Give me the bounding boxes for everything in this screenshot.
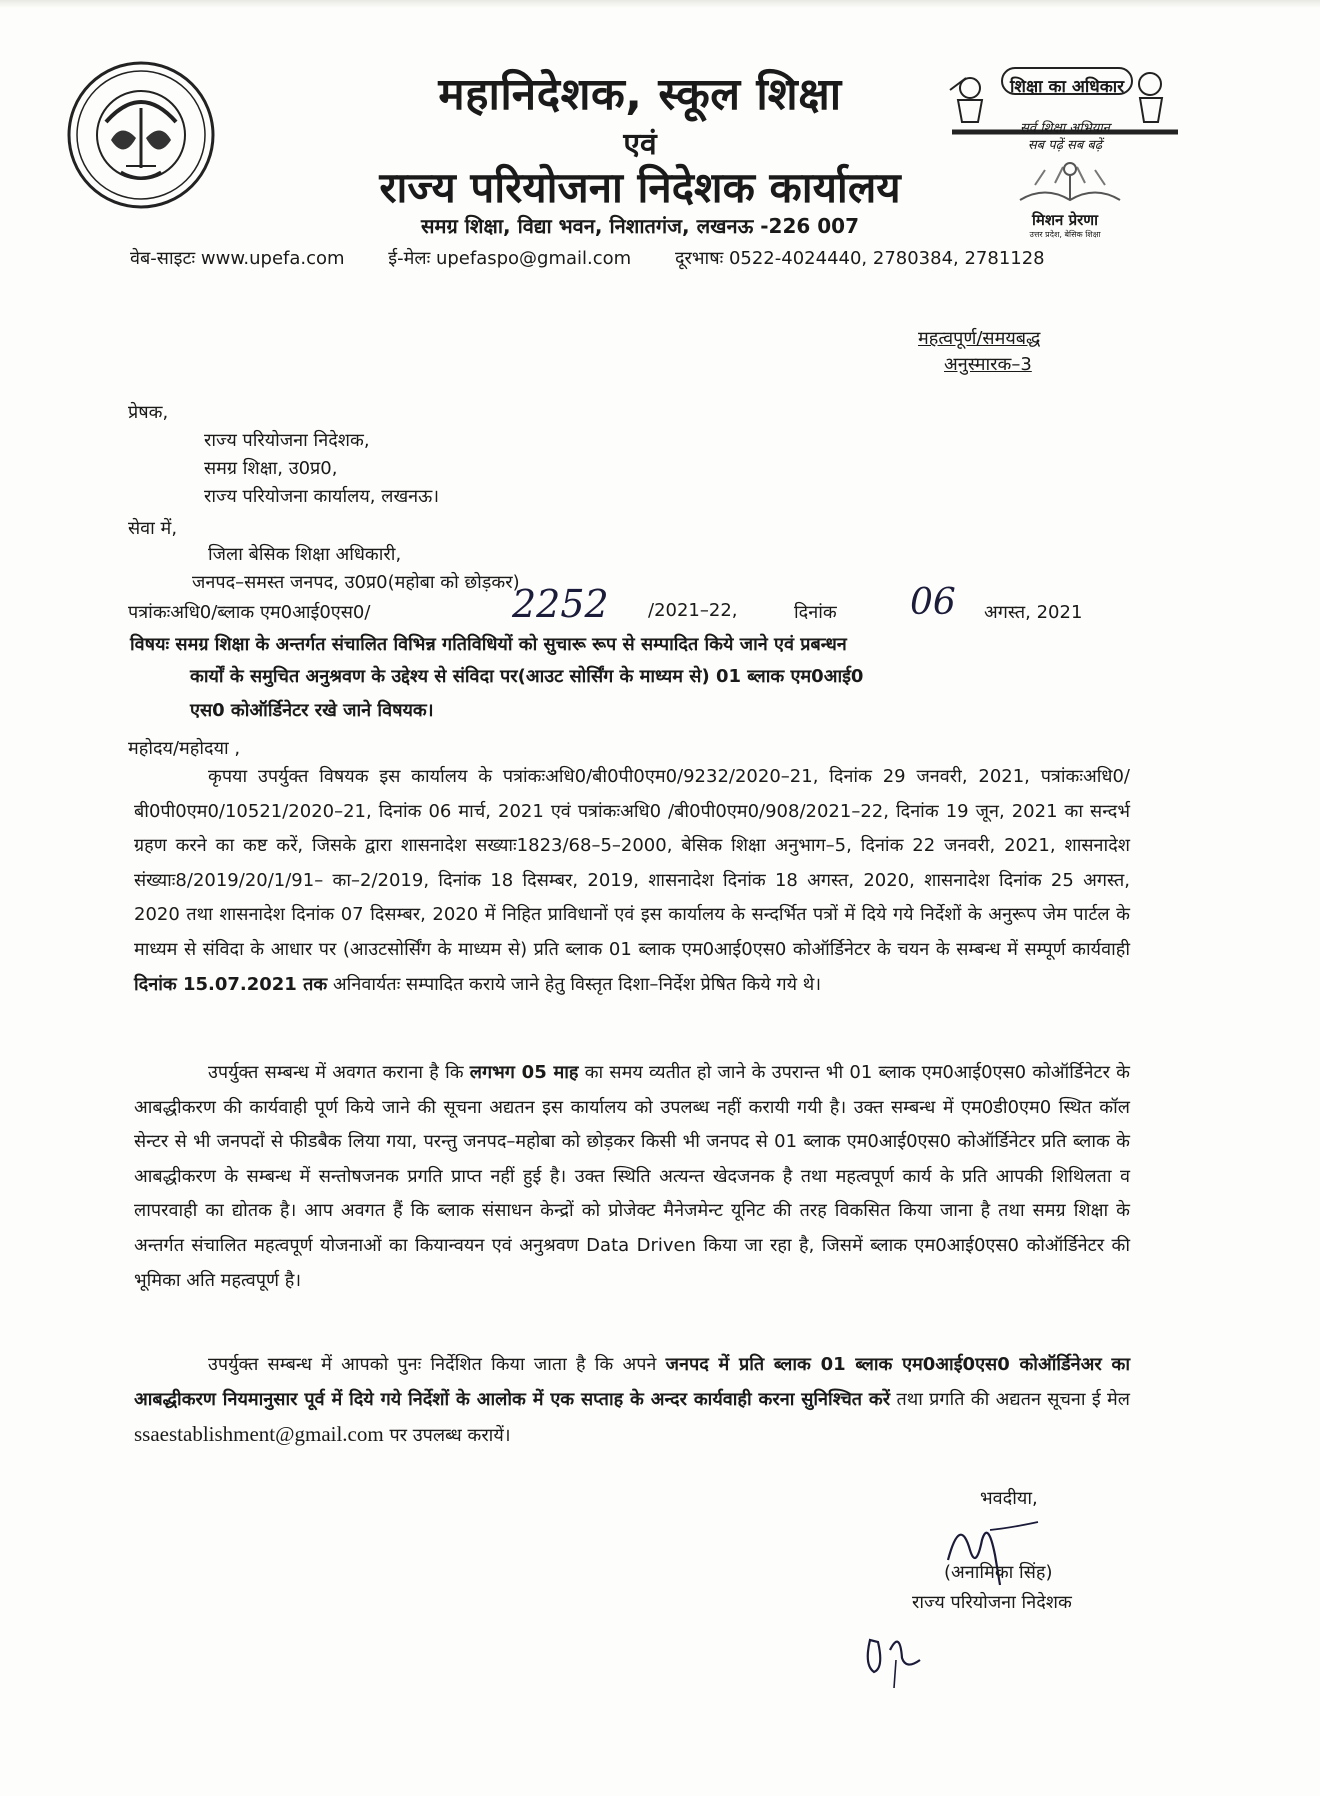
mission-prerna-logo-icon (1015, 155, 1125, 210)
recipient-line1: जिला बेसिक शिक्षा अधिकारी, (208, 544, 402, 565)
ssa-tagline: सब पढ़ें सब बढ़ें (1027, 138, 1103, 153)
p3-directive: जनपद में प्रति ब्लाक 01 ब्लाक एम0आई0एस0 कोऑर्डिनेअर का आबद्धीकरण नियमानुसार पूर्व में दिये गये निर्देशों के आलोक में एक सप्ताह के अन्दर कार्यवाही करना सुनिश्चित करें (134, 1354, 1130, 1410)
ssa-label: सर्व शिक्षा अभियान (1020, 121, 1110, 136)
p2-text-end: का समय व्यतीत हो जाने के उपरान्त भी 01 ब्लाक एम0आई0एस0 कोऑर्डिनेटर के आबद्धीकरण की कार्यवाही पूर्ण किये जाने की सूचना अद्यतन इस कार्यालय को उपलब्ध नहीं करायी गयी है। उक्त सम्बन्ध में एम0डी0एम0 स्थित कॉल सेन्टर से भी जनपदों से फीडबैक लिया गया, परन्तु जनपद–महोबा को छोड़कर किसी भी जनपद से 01 ब्लाक एम0आई0एस0 कोऑर्डिनेटर प्रति ब्लाक के आबद्धीकरण के सम्बन्ध में सन्तोषजनक प्रगति प्राप्त नहीं हुई है। उक्त स्थिति अत्यन्त खेदजनक है तथा महत्वपूर्ण कार्य के प्रति आपकी शिथिलता व लापरवाही का द्योतक है। आप अवगत हैं कि ब्लाक संसाधन केन्द्रों को प्रोजेक्ट मैनेजमेन्ट यूनिट की तरह विकसित किया जाना है तथा समग्र शिक्षा के अन्तर्गत संचालित महत्वपूर्ण योजनाओं का कियान्वयन एवं अनुश्रवण Data Driven किया जा रहा है, जिसमें ब्लाक एम0आई0एस0 कोऑर्डिनेटर की भूमिका अति महत्वपूर्ण है। (134, 1062, 1130, 1291)
sender-line2: समग्र शिक्षा, उ0प्र0, (204, 458, 338, 479)
office-title-line2: एवं (623, 127, 657, 162)
salutation: महोदय/महोदया , (128, 738, 241, 759)
rte-label: शिक्षा का अधिकार (1010, 77, 1125, 97)
subject-line1: विषयः समग्र शिक्षा के अन्तर्गत संचालित विभिन्न गतिविधियों को सुचारू रूप से सम्पादित किये जाने एवं प्रबन्धन (130, 634, 847, 655)
body-paragraph-3 (134, 1348, 1130, 1454)
initials-icon (860, 1610, 940, 1690)
signatory-name: (अनामिका सिंह) (944, 1562, 1053, 1583)
p3-text-end: पर उपलब्ध करायें। (389, 1425, 511, 1447)
subject-line3: एस0 कोऑर्डिनेटर रखे जाने विषयक। (190, 700, 434, 721)
email: ई-मेलः upefaspo@gmail.com (388, 248, 632, 269)
sender-line1: राज्य परियोजना निदेशक, (204, 430, 370, 451)
reference-year: /2021–22, (648, 600, 738, 621)
reference-number: 2252 (512, 582, 609, 626)
mission-prerna-label: मिशन प्रेरणा (1031, 211, 1098, 229)
mission-prerna-sublabel: उत्तर प्रदेश, बेसिक शिक्षा (1029, 230, 1101, 239)
reference-date-label: दिनांक (794, 602, 837, 623)
subject-line2: कार्यों के समुचित अनुश्रवण के उद्देश्य से संविदा पर(आउट सोर्सिंग के माध्यम से) 01 ब्लाक एम0आई0 (190, 666, 864, 687)
p3-text: उपर्युक्त सम्बन्ध में आपको पुनः निर्देशित किया जाता है कि अपने (208, 1354, 657, 1375)
up-government-emblem-icon (66, 60, 216, 210)
sender-label: प्रेषक, (128, 402, 169, 423)
p1-text: कृपया उपर्युक्त विषयक इस कार्यालय के पत्रांकःअधि0/बी0पी0एम0/9232/2020–21, दिनांक 29 जनवरी, 2021, पत्रांकःअधि0/बी0पी0एम0/10521/2020–21, दिनांक 06 मार्च, 2021 एवं पत्रांकःअधि0 /बी0पी0एम0/908/2021–22, दिनांक 19 जून, 2021 का सन्दर्भ ग्रहण करने का कष्ट करें, जिसके द्वारा शासनादेश सख्याः1823/68–5–2000, बेसिक शिक्षा अनुभाग–5, दिनांक 22 जनवरी, 2021, शासनादेश संख्याः8/2019/20/1/91– का–2/2019, दिनांक 18 दिसम्बर, 2019, शासनादेश दिनांक 18 अगस्त, 2020, शासनादेश दिनांक 25 अगस्त, 2020 तथा शासनादेश दिनांक 07 दिसम्बर, 2020 में निहित प्राविधानों एवं इस कार्यालय के सन्दर्भित पत्रों में दिये गये निर्देशों के अनुरूप जेम पार्टल के माध्यम से संविदा के आधार पर (आउटसोर्सिंग के माध्यम से) प्रति ब्लाक 01 ब्लाक एम0आई0एस0 कोऑर्डिनेटर के चयन के सम्बन्ध में सम्पूर्ण कार्यवाही (134, 766, 1130, 960)
p3-email: ssaestablishment@gmail.com (134, 1422, 384, 1447)
reminder-tag: अनुस्मारक–3 (944, 354, 1032, 375)
reference-prefix: पत्रांकःअधि0/ब्लाक एम0आई0एस0/ (128, 602, 371, 623)
office-address: समग्र शिक्षा, विद्या भवन, निशातगंज, लखनऊ -226 007 (420, 214, 860, 238)
page-edge (0, 0, 1320, 8)
contact-line (130, 246, 1130, 270)
body-paragraph-1 (134, 760, 1130, 1002)
signatory-designation: राज्य परियोजना निदेशक (912, 1592, 1072, 1613)
website: वेब-साइटः www.upefa.com (130, 248, 345, 269)
priority-tag: महत्वपूर्ण/समयबद्ध (918, 328, 1041, 349)
p2-duration: लगभग 05 माह (469, 1062, 579, 1083)
phone: दूरभाषः 0522-4024440, 2780384, 2781128 (674, 248, 1045, 269)
sender-line3: राज्य परियोजना कार्यालय, लखनऊ। (204, 486, 440, 507)
p1-deadline: दिनांक 15.07.2021 तक (134, 973, 328, 995)
recipient-line2: जनपद–समस्त जनपद, उ0प्र0(महोबा को छोड़कर) (192, 572, 520, 593)
reference-month-year: अगस्त, 2021 (984, 602, 1083, 623)
body-paragraph-2 (134, 1056, 1130, 1298)
recipient-label: सेवा में, (128, 518, 178, 539)
p2-text: उपर्युक्त सम्बन्ध में अवगत कराना है कि (208, 1062, 464, 1083)
office-title-line3: राज्य परियोजना निदेशक कार्यालय (379, 163, 901, 212)
reference-day: 06 (910, 582, 956, 623)
p1-text-end: अनिवार्यतः सम्पादित कराये जाने हेतु विस्तृत दिशा–निर्देश प्रेषित किये गये थे। (332, 973, 822, 995)
office-title-line1: महानिदेशक, स्कूल शिक्षा (438, 69, 842, 120)
closing-regards: भवदीया, (980, 1488, 1038, 1509)
p3-text-mid: तथा प्रगति की अद्यतन सूचना ई मेल (896, 1388, 1130, 1410)
